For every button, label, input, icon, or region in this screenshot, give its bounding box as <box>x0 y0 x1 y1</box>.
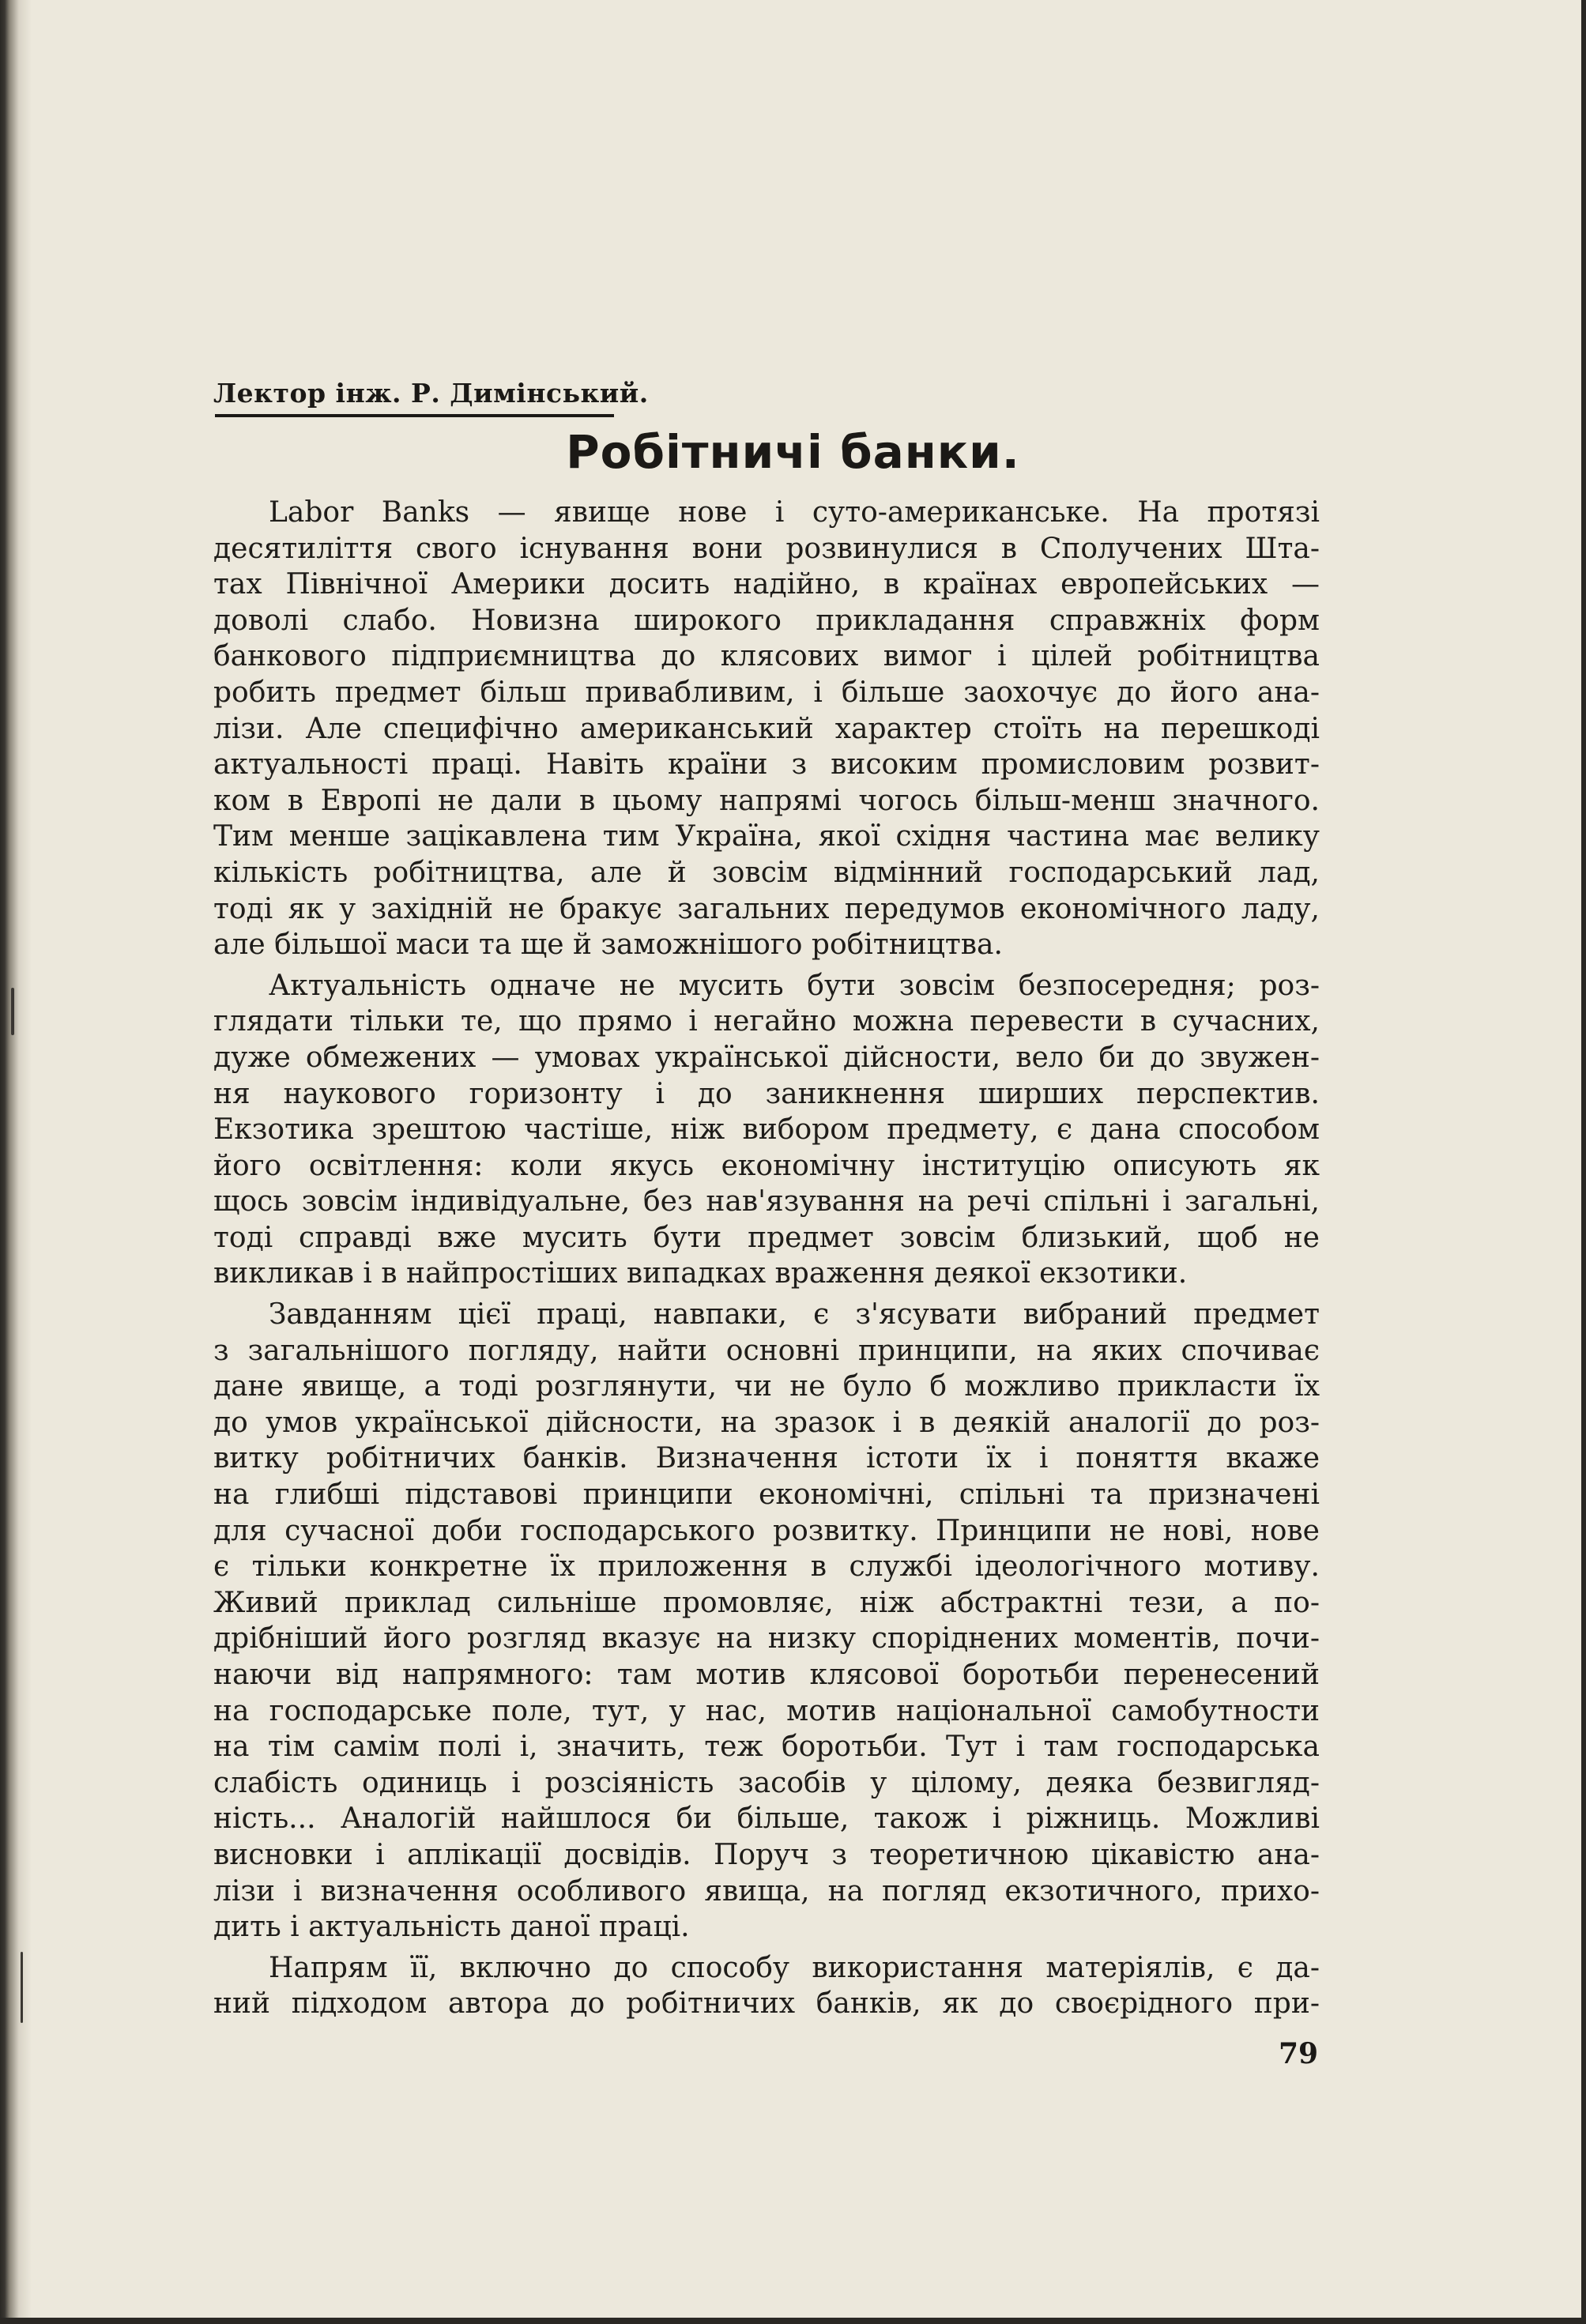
text-line: Labor Banks — явище нове і суто-американське. На протязі <box>269 496 1320 529</box>
text-line: наючи від напрямного: там мотив клясової боротьби перенесений <box>213 1659 1320 1691</box>
page-bottom-edge <box>0 2318 1586 2324</box>
paragraph <box>213 1950 1320 2022</box>
text-line: лізи і визначення особливого явища, на погляд екзотичного, прихо- <box>213 1874 1320 1908</box>
text-line: викликав і в найпростіших випадках враження деякої екзотики. <box>213 1257 1188 1290</box>
text-line: Тим менше зацікавлена тим Україна, якої східня частина має велику <box>213 820 1320 853</box>
text-line: витку робітничих банків. Визначення істоти їх і поняття вкаже <box>213 1442 1320 1475</box>
text-line: глядати тільки те, що прямо і негайно можна перевести в сучасних, <box>213 1005 1320 1038</box>
text-line: десятиліття свого існування вони розвинулися в Сполучених Шта- <box>213 532 1320 565</box>
text-line: актуальності праці. Навіть країни з високим промисловим розвит- <box>213 748 1320 782</box>
binding-edge <box>0 0 32 2324</box>
author-byline: Лектор інж. Р. Димінський. <box>213 378 649 409</box>
text-line: але більшої маси та ще й заможнішого робітництва. <box>213 928 1003 962</box>
print-speck <box>21 1952 23 2023</box>
text-line: ком в Европі не дали в цьому напрямі чогось більш-менш значного. <box>213 784 1320 817</box>
text-line: висновки і аплікації досвідів. Поруч з теоретичною цікавістю ана- <box>213 1838 1320 1871</box>
text-line: кількість робітництва, але й зовсім відмінний господарський лад, <box>213 856 1320 889</box>
text-line: на глибші підставові принципи економічні, спільні та призначені <box>213 1478 1320 1512</box>
text-line: Актуальність одначе не мусить бути зовсім безпосередня; роз- <box>269 969 1320 1002</box>
text-line: слабість одиниць і розсіяність засобів у цілому, деяка безвигляд- <box>213 1766 1320 1799</box>
paragraph <box>213 968 1320 1292</box>
text-line: лізи. Але специфічно американський характер стоїть на перешкоді <box>213 712 1320 745</box>
text-line: з загальнішого погляду, найти основні принципи, на яких спочиває <box>213 1334 1320 1367</box>
text-line: дане явище, а тоді розглянути, чи не було б можливо прикласти їх <box>213 1370 1320 1403</box>
text-line: на тім самім полі і, значить, теж боротьби. Тут і там господарська <box>213 1731 1320 1764</box>
text-line: до умов української дійсности, на зразок і в деякій аналогії до роз- <box>213 1406 1320 1439</box>
page-number: 79 <box>1279 2037 1319 2070</box>
text-line: Екзотика зрештою частіше, ніж вибором предмету, є дана способом <box>213 1113 1320 1147</box>
text-line: доволі слабо. Новизна широкого прикладання справжніх форм <box>213 604 1320 637</box>
print-speck <box>11 988 14 1035</box>
text-line: дить і актуальність даної праці. <box>213 1911 690 1944</box>
text-line: дрібніший його розгляд вказує на низку споріднених моментів, почи- <box>213 1622 1320 1655</box>
text-line: Живий приклад сильніше промовляє, ніж абстрактні тези, а по- <box>213 1586 1320 1619</box>
article-body <box>213 495 1320 2022</box>
text-line: тах Північної Америки досить надійно, в країнах европейських — <box>213 568 1320 601</box>
text-line: тоді справді вже мусить бути предмет зовсім близький, щоб не <box>213 1221 1320 1254</box>
text-line: банкового підприємництва до клясових вимог і цілей робітництва <box>213 640 1320 673</box>
text-line: ний підходом автора до робітничих банків, як до своєрідного при- <box>213 1987 1320 2021</box>
text-line: для сучасної доби господарського розвитку. Принципи не нові, нове <box>213 1514 1320 1547</box>
text-line: ність... Аналогій найшлося би більше, також і ріжниць. Можливі <box>213 1802 1320 1836</box>
text-line: робить предмет більш привабливим, і більше заохочує до його ана- <box>213 676 1320 709</box>
text-line: Завданням цієї праці, навпаки, є з'ясувати вибраний предмет <box>269 1298 1320 1331</box>
text-line: ня наукового горизонту і до заникнення ширших перспектив. <box>213 1077 1320 1110</box>
text-line: щось зовсім індивідуальне, без нав'язування на речі спільні і загальні, <box>213 1185 1320 1218</box>
article-title: Робітничі банки. <box>566 425 1020 479</box>
text-line: тоді як у західній не бракує загальних передумов економічного ладу, <box>213 892 1320 925</box>
text-line: на господарське поле, тут, у нас, мотив національної самобутности <box>213 1694 1320 1727</box>
author-underline <box>215 414 614 417</box>
text-line: Напрям її, включно до способу використання матеріялів, є да- <box>269 1951 1320 1984</box>
text-line: є тільки конкретне їх приложення в службі ідеологічного мотиву. <box>213 1550 1320 1584</box>
paragraph <box>213 495 1320 963</box>
page-right-edge <box>1581 0 1586 2324</box>
text-line: його освітлення: коли якусь економічну інституцію описують як <box>213 1149 1320 1182</box>
text-line: дуже обмежених — умовах української дійсности, вело би до звужен- <box>213 1041 1320 1074</box>
paragraph <box>213 1297 1320 1945</box>
